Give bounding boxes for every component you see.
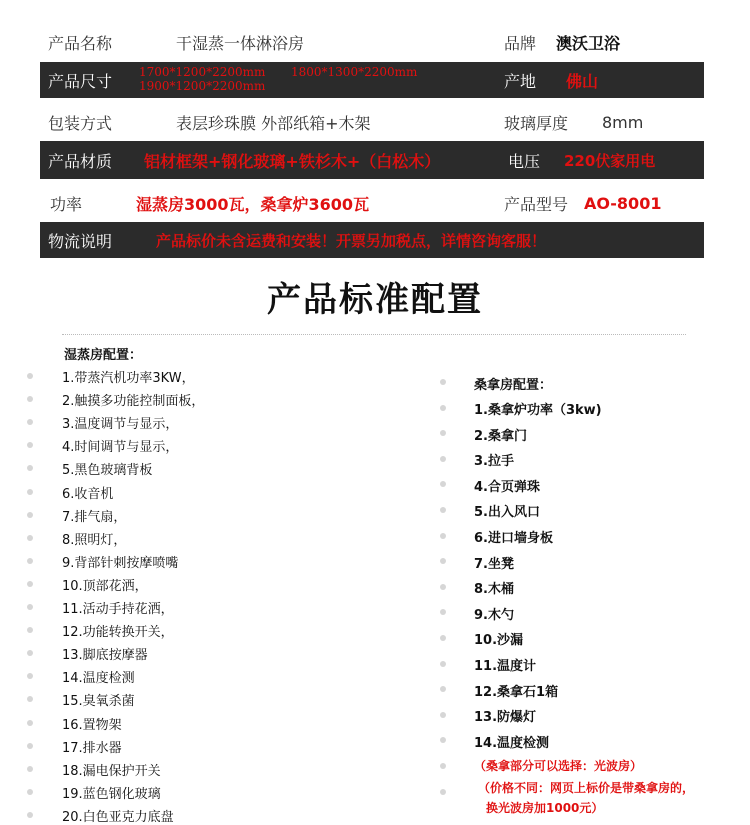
steam-item: 18.漏电保护开关 — [62, 763, 161, 779]
steam-item: 5.黑色玻璃背板 — [62, 463, 153, 479]
steam-item: 7.排气扇， — [62, 509, 127, 525]
bullet-dot — [27, 512, 33, 518]
sauna-item: 13.防爆灯 — [474, 710, 537, 726]
bullet-dot — [440, 712, 446, 718]
steam-item: 12.功能转换开关， — [62, 625, 174, 641]
divider — [62, 334, 686, 335]
spec-row-name — [40, 25, 704, 59]
bullet-dot — [27, 812, 33, 818]
steam-item: 20.白色亚克力底盘 — [62, 809, 174, 825]
bullet-dot — [440, 507, 446, 513]
bullet-dot — [27, 604, 33, 610]
label-brand: 品牌 — [504, 33, 537, 53]
bullet-dot — [27, 489, 33, 495]
label-voltage: 电压 — [508, 151, 541, 171]
value-power: 湿蒸房3000瓦，桑拿炉3600瓦 — [136, 194, 370, 214]
bullet-dot — [27, 673, 33, 679]
steam-item: 14.温度检测 — [62, 671, 135, 687]
bullet-dot — [27, 558, 33, 564]
value-product-name: 干湿蒸一体淋浴房 — [176, 33, 305, 53]
steam-item: 19.蓝色钢化玻璃 — [62, 786, 161, 802]
label-glass-thickness: 玻璃厚度 — [504, 113, 569, 133]
value-voltage: 220伏家用电 — [564, 151, 656, 170]
steam-item: 3.温度调节与显示， — [62, 417, 179, 433]
steam-item: 1.带蒸汽机功率3KW， — [62, 371, 195, 386]
label-logistics: 物流说明 — [48, 231, 113, 251]
bullet-dot — [27, 419, 33, 425]
bullet-dot — [27, 696, 33, 702]
bullet-dot — [27, 442, 33, 448]
steam-item: 4.时间调节与显示， — [62, 440, 179, 456]
sauna-item: 12.桑拿石1箱 — [474, 684, 559, 700]
bullet-dot — [440, 533, 446, 539]
value-size-1: 1700*1200*2200mm — [139, 65, 266, 79]
bullet-dot — [440, 686, 446, 692]
steam-item: 8.照明灯， — [62, 532, 127, 548]
steam-item: 13.脚底按摩器 — [62, 648, 148, 664]
label-power: 功率 — [50, 194, 83, 214]
steam-item: 16.置物架 — [62, 717, 122, 733]
bullet-dot — [440, 558, 446, 564]
bullet-dot — [27, 627, 33, 633]
sauna-note: （价格不同：网页上标价是带桑拿房的， — [478, 781, 695, 795]
bullet-dot — [27, 373, 33, 379]
sauna-item: 2.桑拿门 — [474, 428, 527, 444]
steam-item: 9.背部针刺按摩喷嘴 — [62, 555, 179, 571]
value-size-3: 1900*1200*2200mm — [139, 79, 266, 93]
steam-item: 11.活动手持花洒， — [62, 602, 174, 617]
spec-row-logistics — [40, 222, 704, 258]
sauna-heading: 桑拿房配置： — [474, 378, 553, 393]
bullet-dot — [440, 481, 446, 487]
bullet-dot — [440, 379, 446, 385]
steam-item: 15.臭氧杀菌 — [62, 694, 135, 710]
bullet-dot — [440, 737, 446, 743]
sauna-item: 7.坐凳 — [474, 556, 514, 572]
bullet-dot — [440, 763, 446, 769]
value-material: 铝材框架+钢化玻璃+铁杉木+（白松木） — [144, 151, 441, 171]
bullet-dot — [27, 396, 33, 402]
value-logistics: 产品标价未含运费和安装！开票另加税点，详情咨询客服！ — [156, 231, 547, 250]
spec-row-packing — [40, 104, 704, 140]
sauna-item: 9.木勺 — [474, 607, 514, 623]
value-model: AO-8001 — [584, 193, 662, 213]
bullet-dot — [27, 535, 33, 541]
bullet-dot — [440, 609, 446, 615]
sauna-item: 4.合页弹珠 — [474, 479, 540, 495]
bullet-dot — [27, 581, 33, 587]
label-size: 产品尺寸 — [48, 71, 113, 91]
value-origin: 佛山 — [566, 71, 599, 91]
bullet-dot — [27, 766, 33, 772]
steam-item: 2.触摸多功能控制面板， — [62, 394, 205, 410]
sauna-item: 1.桑拿炉功率（3kw) — [474, 403, 602, 418]
label-material: 产品材质 — [48, 151, 113, 171]
value-brand: 澳沃卫浴 — [556, 33, 621, 53]
steam-heading: 湿蒸房配置： — [64, 348, 143, 363]
sauna-item: 5.出入风口 — [474, 505, 540, 521]
bullet-dot — [27, 743, 33, 749]
spec-row-size — [40, 62, 704, 98]
sauna-item: 8.木桶 — [474, 582, 514, 598]
sauna-item: 10.沙漏 — [474, 633, 524, 649]
steam-item: 10.顶部花洒， — [62, 578, 148, 594]
label-product-name: 产品名称 — [48, 33, 113, 53]
bullet-dot — [440, 661, 446, 667]
bullet-dot — [440, 635, 446, 641]
label-packing: 包装方式 — [48, 113, 113, 133]
sauna-item: 3.拉手 — [474, 454, 514, 470]
spec-row-material — [40, 141, 704, 179]
bullet-dot — [27, 720, 33, 726]
bullet-dot — [27, 789, 33, 795]
label-model: 产品型号 — [504, 194, 569, 214]
value-packing: 表层珍珠膜 外部纸箱+木架 — [176, 113, 371, 133]
label-origin: 产地 — [504, 71, 537, 91]
value-size-2: 1800*1300*2200mm — [291, 65, 418, 79]
sauna-item: 6.进口墙身板 — [474, 531, 553, 546]
sauna-note: 换光波房加1000元） — [486, 801, 604, 815]
sauna-note: （桑拿部分可以选择：光波房） — [474, 759, 643, 773]
bullet-dot — [27, 650, 33, 656]
sauna-item: 11.温度计 — [474, 659, 537, 674]
bullet-dot — [440, 405, 446, 411]
value-glass-thickness: 8mm — [602, 112, 644, 132]
steam-item: 17.排水器 — [62, 740, 122, 756]
bullet-dot — [27, 465, 33, 471]
bullet-dot — [440, 584, 446, 590]
bullet-dot — [440, 456, 446, 462]
steam-item: 6.收音机 — [62, 486, 114, 502]
section-title: 产品标准配置 — [267, 280, 483, 320]
spec-row-power — [40, 185, 704, 221]
bullet-dot — [440, 430, 446, 436]
bullet-dot — [440, 789, 446, 795]
sauna-item: 14.温度检测 — [474, 735, 550, 751]
